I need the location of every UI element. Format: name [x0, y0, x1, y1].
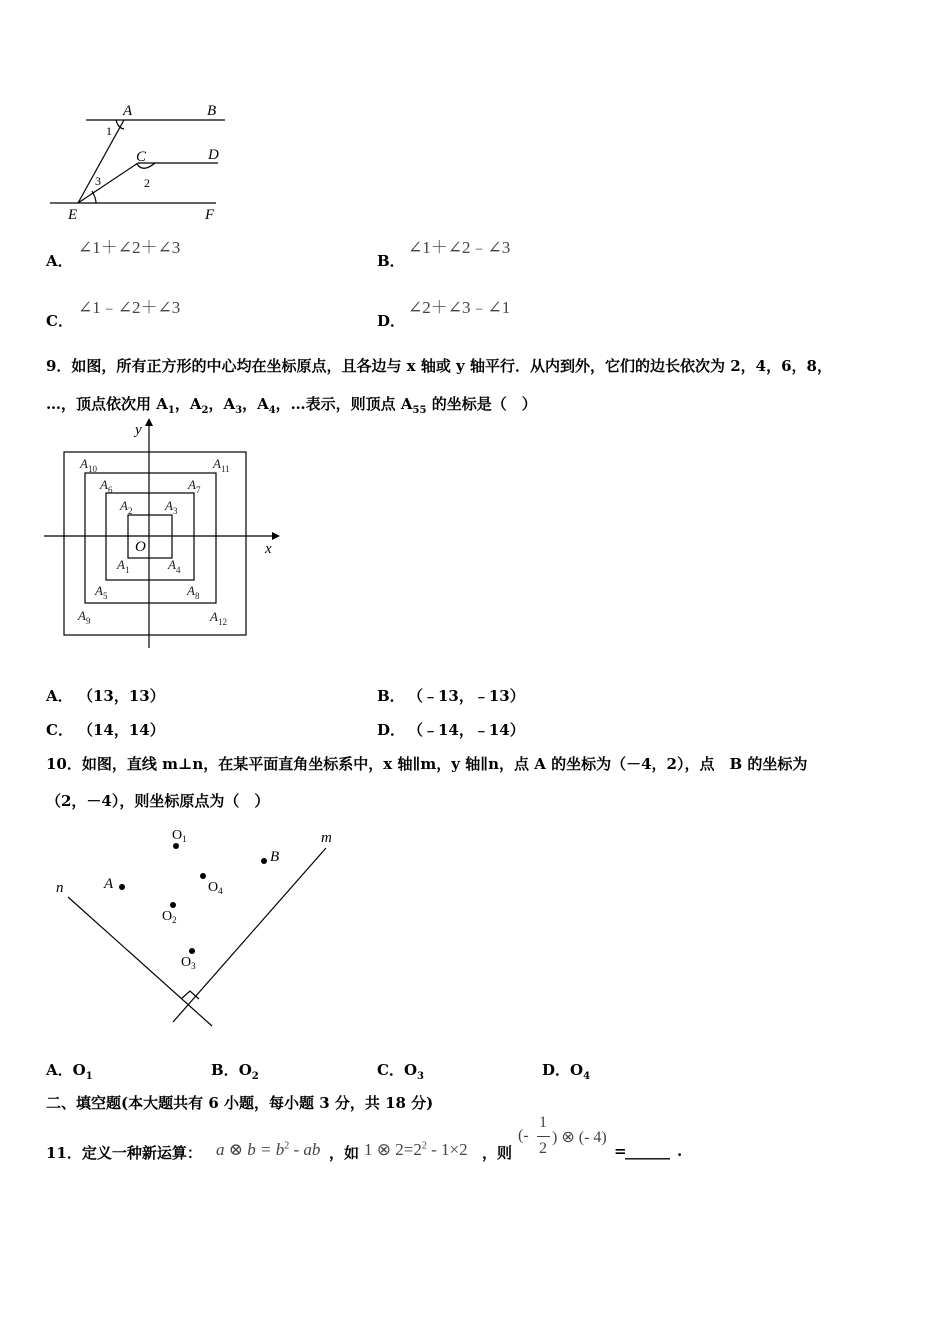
q10-stem-line1: 10．如图，直线 m⊥n，在某平面直角坐标系中，x 轴∥m，y 轴∥n，点 A 的坐标为（－4，2），点 B 的坐标为 [46, 755, 808, 773]
q9-option-b-label: B． [377, 687, 405, 705]
vertex-a9: $A_9$ [78, 608, 91, 626]
q8-option-b-expr: ∠1＋∠2﹣∠3 [408, 238, 511, 257]
q9-option-a-label: A． [46, 687, 73, 705]
q10-figure [40, 820, 350, 1035]
q10-label-n: n [56, 880, 64, 896]
q9-option-c-label: C． [46, 721, 73, 739]
q8-option-c-label: C． [46, 312, 73, 330]
q10-label-b: B [270, 849, 280, 865]
q8-label-b: B [207, 103, 217, 119]
x-label: x [265, 541, 272, 557]
q9-option-d-label: D． [377, 721, 406, 739]
q11-example: 1 ⊗ $2=2^2 - 1\times 2$ [364, 1140, 468, 1159]
q9-figure [40, 418, 285, 658]
vertex-a5: $A_5$ [95, 583, 108, 601]
q10-label-o3: $O_3$ [181, 955, 196, 971]
q8-option-d-label: D． [377, 312, 406, 330]
q9-stem-line1: 9．如图，所有正方形的中心均在坐标原点，且各边与 x 轴或 y 轴平行．从内到外，它们的边长依次为 2，4，6，8， [46, 357, 832, 375]
q11-equals: = [614, 1142, 627, 1160]
q9-stem-line2: …，顶点依次用 $A_1$，$A_2$，$A_3$，$A_4$，…表示，则顶点 $A_{55}$ 的坐标是（ ） [46, 395, 537, 416]
point-o2 [170, 902, 176, 908]
point-o3 [189, 948, 195, 954]
q8-angle-2: 2 [144, 176, 150, 190]
q11-prefix: 11．定义一种新运算： [46, 1144, 202, 1162]
q10-label-a: A [104, 876, 114, 892]
q8-label-a: A [123, 103, 133, 119]
q8-label-e: E [68, 207, 78, 223]
vertex-a8: $A_8$ [187, 583, 200, 601]
q9-option-b-text: （﹣13，﹣13） [408, 687, 525, 705]
point-a [119, 884, 125, 890]
q9-option-a-text: （13，13） [78, 687, 165, 705]
q11-denominator: 2 [539, 1140, 547, 1157]
q9-option-d-text: （﹣14，﹣14） [408, 721, 525, 739]
q11-open: (- [518, 1127, 529, 1144]
line-ae [78, 120, 124, 203]
q10-option-c: C．$O_3$ [377, 1061, 424, 1082]
q8-figure [40, 95, 240, 225]
vertex-a10: $A_{10}$ [80, 456, 97, 474]
q10-label-o4: $O_4$ [208, 880, 223, 896]
q10-option-a: A．$O_1$ [46, 1061, 93, 1082]
q11-close: ) ⊗ (- 4) [552, 1129, 607, 1146]
vertex-a6: $A_6$ [100, 477, 113, 495]
vertex-a1: $A_1$ [117, 557, 130, 575]
q10-option-b: B．$O_2$ [211, 1061, 259, 1082]
vertex-a4: $A_4$ [168, 557, 181, 575]
q11-then: ，则 [482, 1144, 513, 1162]
vertex-a3: $A_3$ [165, 498, 178, 516]
q11-fraction-bar [537, 1136, 550, 1137]
q8-angle-3: 3 [95, 174, 101, 188]
q8-label-c: C [136, 149, 147, 165]
y-label: y [135, 422, 142, 438]
q8-option-a-expr: ∠1＋∠2＋∠3 [78, 238, 181, 257]
q8-label-d: D [208, 147, 219, 163]
q8-label-f: F [205, 207, 215, 223]
point-o4 [200, 873, 206, 879]
x-arrow [272, 532, 280, 540]
q11-answer-blank: ______ [625, 1142, 670, 1160]
vertex-a11: $A_{11}$ [213, 456, 230, 474]
section-heading: 二、填空题(本大题共有 6 小题，每小题 3 分，共 18 分) [46, 1094, 434, 1112]
vertex-a2: $A_2$ [120, 498, 133, 516]
q10-option-d: D．$O_4$ [542, 1061, 591, 1082]
origin-label: O [135, 539, 146, 555]
vertex-a7: $A_7$ [188, 477, 201, 495]
point-o1 [173, 843, 179, 849]
q9-option-c-text: （14，14） [78, 721, 165, 739]
y-arrow [145, 418, 153, 426]
q10-label-m: m [321, 830, 332, 846]
q8-option-b-label: B． [377, 252, 405, 270]
q8-angle-1: 1 [106, 124, 112, 138]
q8-option-a-label: A． [46, 252, 73, 270]
q11-numerator: 1 [539, 1114, 547, 1131]
q8-option-d-expr: ∠2＋∠3﹣∠1 [408, 298, 511, 317]
point-b [261, 858, 267, 864]
q10-label-o1: $O_1$ [172, 828, 187, 844]
q10-stem-line2: （2，－4），则坐标原点为（ ） [46, 792, 270, 810]
q11-end: . [677, 1142, 683, 1160]
q8-option-c-expr: ∠1﹣∠2＋∠3 [78, 298, 181, 317]
q11-definition: a ⊗ $b = b^2$ - ab [216, 1140, 321, 1159]
q10-label-o2: $O_2$ [162, 909, 177, 925]
line-ce [78, 163, 138, 203]
q11-mid: ，如 [329, 1144, 360, 1162]
square-4 [64, 452, 246, 635]
vertex-a12: $A_{12}$ [210, 609, 227, 627]
